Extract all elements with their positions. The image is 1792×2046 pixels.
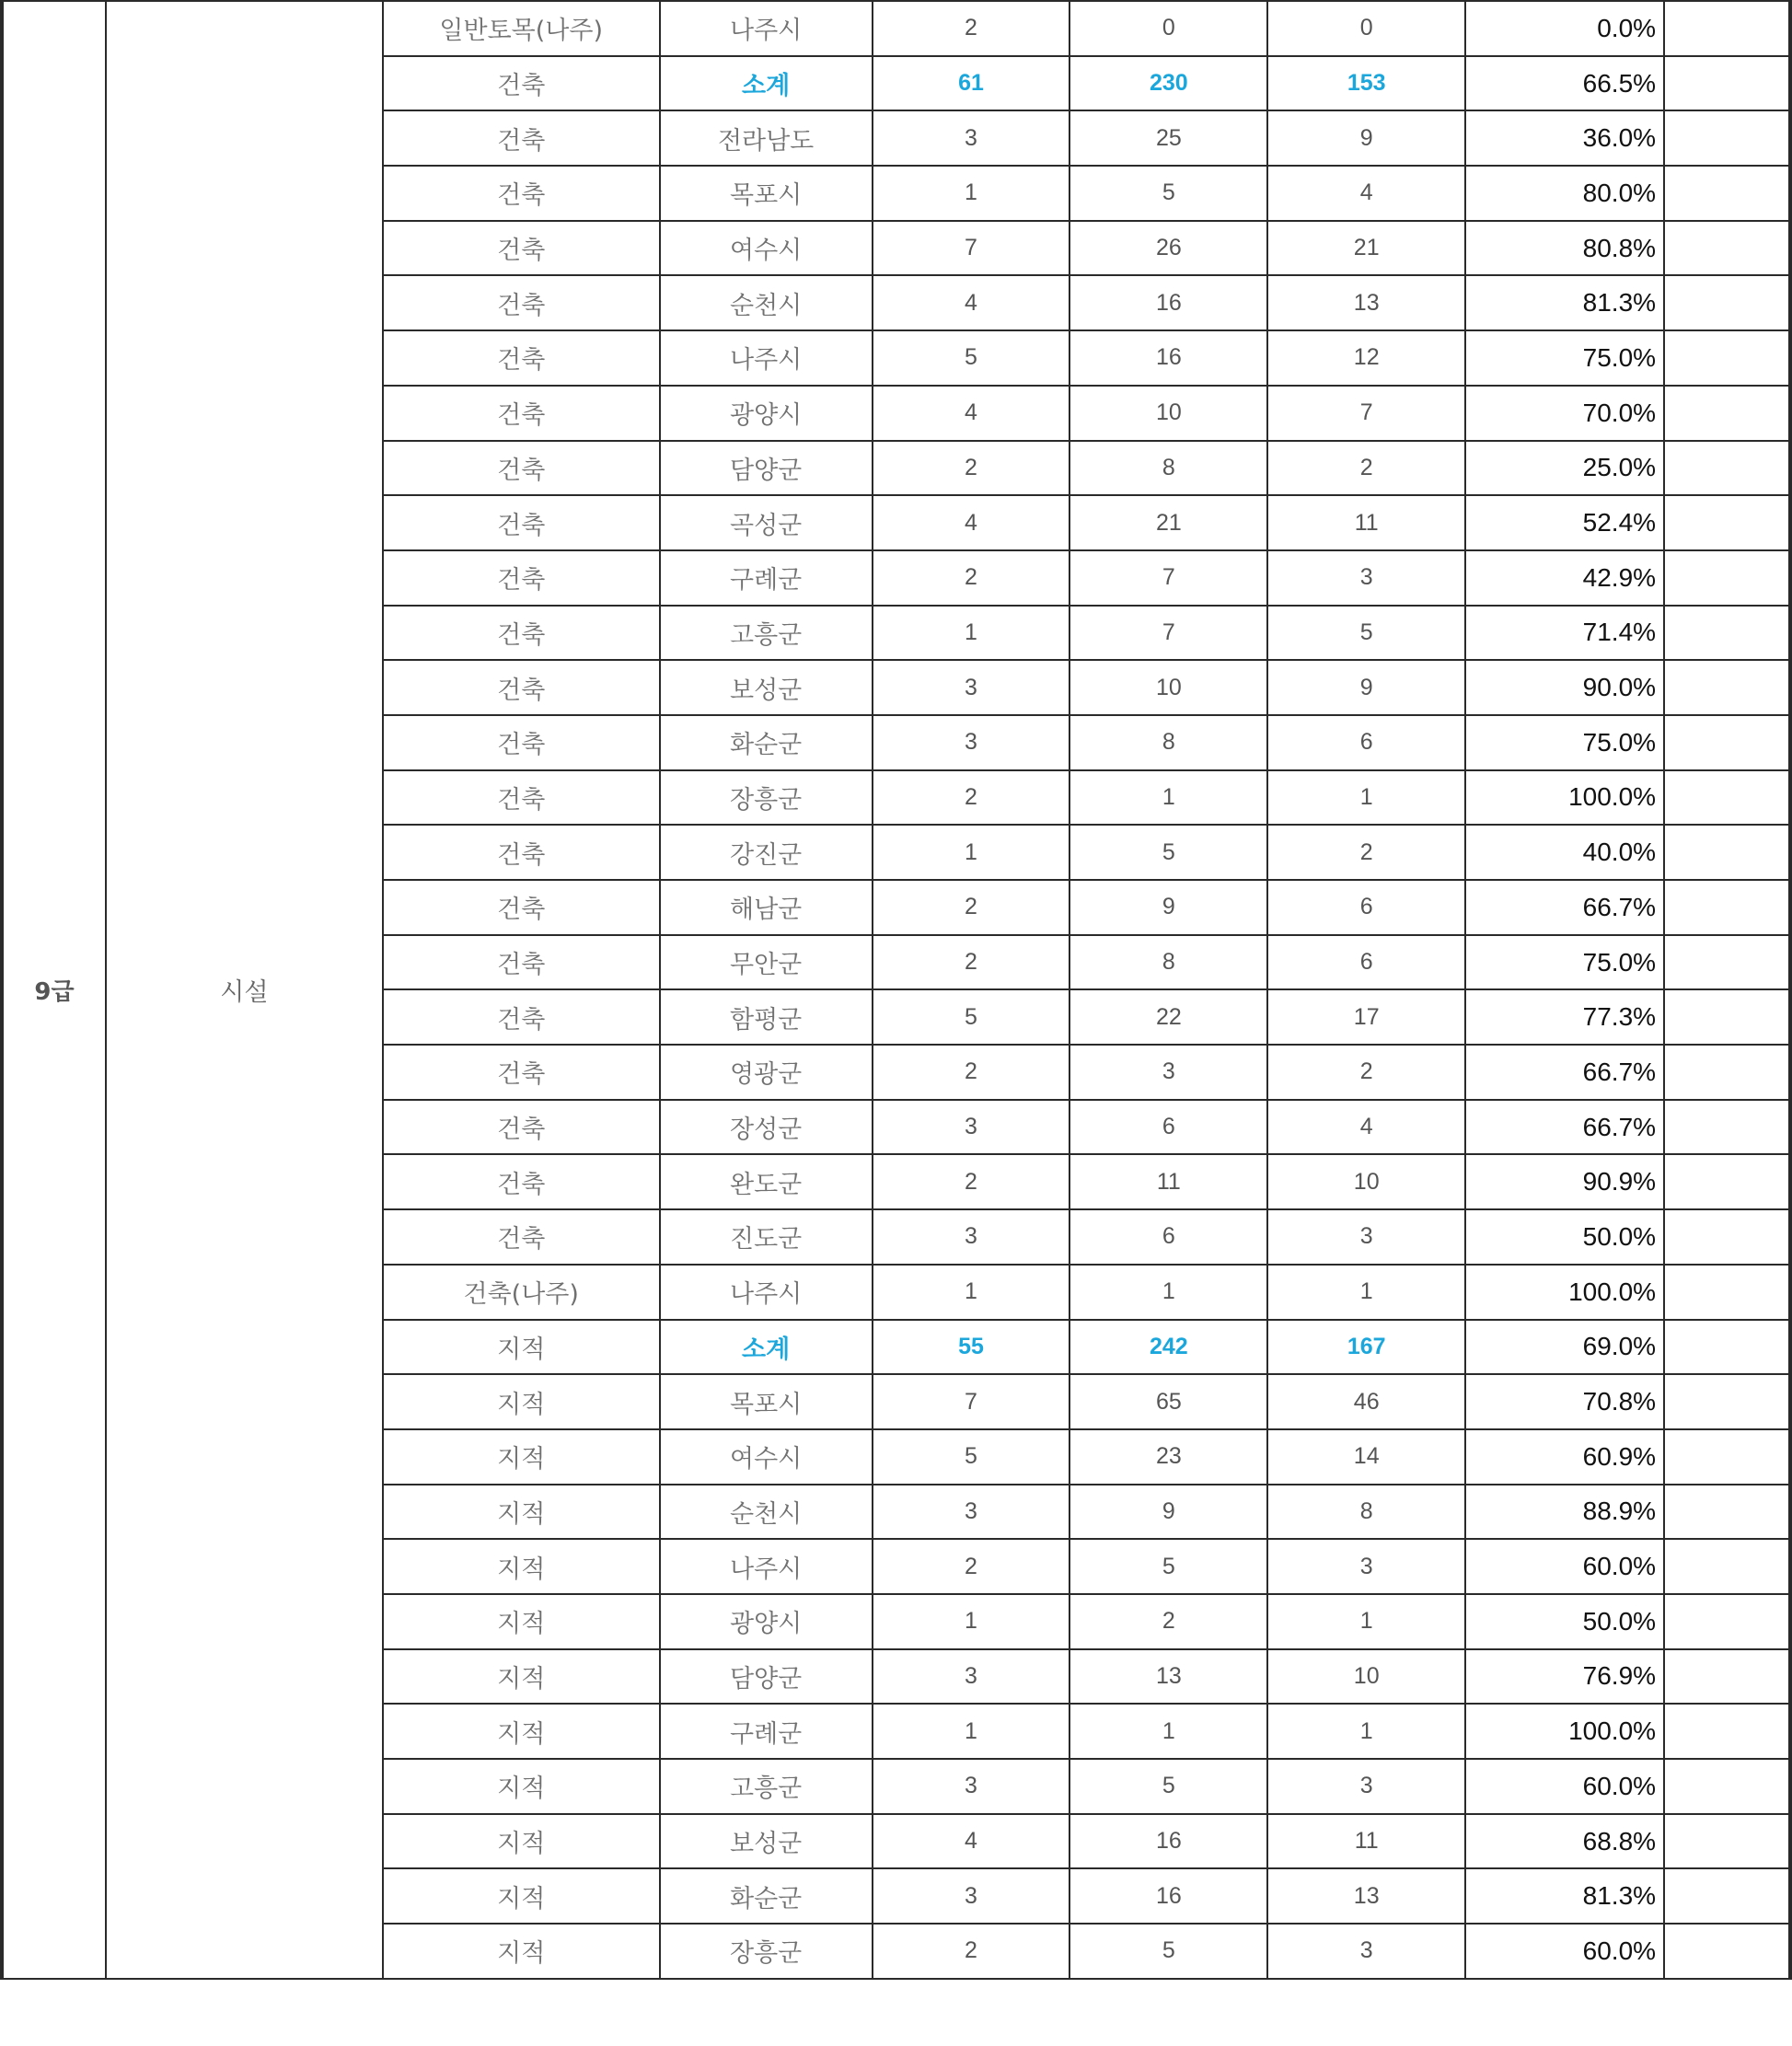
count-a-cell: 3 (873, 1759, 1070, 1814)
count-c-cell: 3 (1267, 550, 1465, 606)
count-c-cell: 14 (1267, 1429, 1465, 1485)
count-a-cell: 2 (873, 1045, 1070, 1100)
count-c-cell: 1 (1267, 1594, 1465, 1649)
rate-cell: 60.9% (1465, 1429, 1664, 1485)
rate-cell: 40.0% (1465, 825, 1664, 880)
job-category-cell: 지적 (383, 1429, 660, 1485)
count-b-cell: 1 (1069, 1704, 1267, 1759)
count-c-cell: 167 (1267, 1320, 1465, 1375)
region-cell: 보성군 (660, 1814, 873, 1869)
rate-cell: 66.7% (1465, 1045, 1664, 1100)
job-category-cell: 지적 (383, 1649, 660, 1705)
empty-cell (1664, 1, 1790, 56)
count-c-cell: 11 (1267, 1814, 1465, 1869)
count-a-cell: 2 (873, 935, 1070, 990)
rate-cell: 71.4% (1465, 606, 1664, 661)
empty-cell (1664, 935, 1790, 990)
region-cell: 진도군 (660, 1209, 873, 1265)
job-category-cell: 건축 (383, 330, 660, 386)
count-b-cell: 16 (1069, 1814, 1267, 1869)
rate-cell: 77.3% (1465, 989, 1664, 1045)
rate-cell: 88.9% (1465, 1485, 1664, 1540)
job-category-cell: 건축 (383, 1209, 660, 1265)
rate-cell: 0.0% (1465, 1, 1664, 56)
rate-cell: 66.7% (1465, 1100, 1664, 1155)
count-a-cell: 3 (873, 1209, 1070, 1265)
count-b-cell: 5 (1069, 825, 1267, 880)
count-a-cell: 1 (873, 1594, 1070, 1649)
count-a-cell: 1 (873, 825, 1070, 880)
rate-cell: 70.8% (1465, 1374, 1664, 1429)
rate-cell: 50.0% (1465, 1594, 1664, 1649)
count-c-cell: 3 (1267, 1924, 1465, 1979)
region-cell: 영광군 (660, 1045, 873, 1100)
rate-cell: 75.0% (1465, 935, 1664, 990)
count-b-cell: 22 (1069, 989, 1267, 1045)
count-c-cell: 2 (1267, 1045, 1465, 1100)
count-a-cell: 3 (873, 660, 1070, 715)
job-category-cell: 지적 (383, 1539, 660, 1594)
count-b-cell: 5 (1069, 1924, 1267, 1979)
empty-cell (1664, 1814, 1790, 1869)
count-b-cell: 23 (1069, 1429, 1267, 1485)
count-c-cell: 3 (1267, 1539, 1465, 1594)
job-category-cell: 일반토목(나주) (383, 1, 660, 56)
count-b-cell: 5 (1069, 166, 1267, 221)
region-cell: 나주시 (660, 330, 873, 386)
empty-cell (1664, 1539, 1790, 1594)
region-cell: 전라남도 (660, 110, 873, 166)
empty-cell (1664, 221, 1790, 276)
empty-cell (1664, 1320, 1790, 1375)
count-a-cell: 2 (873, 770, 1070, 826)
region-cell: 해남군 (660, 880, 873, 935)
rate-cell: 90.0% (1465, 660, 1664, 715)
empty-cell (1664, 1374, 1790, 1429)
rate-cell: 100.0% (1465, 770, 1664, 826)
region-cell: 나주시 (660, 1265, 873, 1320)
rate-cell: 25.0% (1465, 441, 1664, 496)
empty-cell (1664, 1265, 1790, 1320)
count-c-cell: 17 (1267, 989, 1465, 1045)
region-cell: 나주시 (660, 1539, 873, 1594)
table-row (2, 1, 1790, 56)
empty-cell (1664, 1045, 1790, 1100)
count-c-cell: 2 (1267, 825, 1465, 880)
count-b-cell: 16 (1069, 330, 1267, 386)
job-category-cell: 건축 (383, 166, 660, 221)
rate-cell: 75.0% (1465, 330, 1664, 386)
job-category-cell: 지적 (383, 1704, 660, 1759)
count-c-cell: 3 (1267, 1209, 1465, 1265)
region-cell: 여수시 (660, 221, 873, 276)
region-cell: 구례군 (660, 1704, 873, 1759)
count-a-cell: 55 (873, 1320, 1070, 1375)
region-cell: 순천시 (660, 1485, 873, 1540)
count-b-cell: 21 (1069, 495, 1267, 550)
count-a-cell: 5 (873, 989, 1070, 1045)
empty-cell (1664, 1649, 1790, 1705)
region-cell: 화순군 (660, 715, 873, 770)
empty-cell (1664, 1100, 1790, 1155)
empty-cell (1664, 1429, 1790, 1485)
region-cell: 고흥군 (660, 606, 873, 661)
count-b-cell: 65 (1069, 1374, 1267, 1429)
job-category-cell: 건축 (383, 715, 660, 770)
count-c-cell: 6 (1267, 935, 1465, 990)
job-category-cell: 건축 (383, 110, 660, 166)
count-c-cell: 4 (1267, 166, 1465, 221)
count-b-cell: 1 (1069, 1265, 1267, 1320)
empty-cell (1664, 1485, 1790, 1540)
region-cell: 구례군 (660, 550, 873, 606)
count-a-cell: 4 (873, 1814, 1070, 1869)
count-a-cell: 3 (873, 110, 1070, 166)
count-b-cell: 0 (1069, 1, 1267, 56)
rate-cell: 52.4% (1465, 495, 1664, 550)
count-c-cell: 8 (1267, 1485, 1465, 1540)
region-cell: 장흥군 (660, 770, 873, 826)
job-category-cell: 건축 (383, 386, 660, 441)
count-b-cell: 16 (1069, 1868, 1267, 1924)
region-cell: 목포시 (660, 1374, 873, 1429)
job-category-cell: 건축 (383, 825, 660, 880)
count-b-cell: 8 (1069, 715, 1267, 770)
region-cell: 광양시 (660, 386, 873, 441)
rate-cell: 66.7% (1465, 880, 1664, 935)
count-b-cell: 1 (1069, 770, 1267, 826)
table-body (2, 1, 1790, 1979)
count-a-cell: 3 (873, 1485, 1070, 1540)
region-cell: 화순군 (660, 1868, 873, 1924)
job-category-cell: 건축(나주) (383, 1265, 660, 1320)
empty-cell (1664, 1924, 1790, 1979)
count-b-cell: 2 (1069, 1594, 1267, 1649)
rate-cell: 80.0% (1465, 166, 1664, 221)
empty-cell (1664, 715, 1790, 770)
count-a-cell: 2 (873, 441, 1070, 496)
region-cell: 담양군 (660, 1649, 873, 1705)
empty-cell (1664, 880, 1790, 935)
job-category-cell: 지적 (383, 1924, 660, 1979)
rate-cell: 90.9% (1465, 1154, 1664, 1209)
count-b-cell: 242 (1069, 1320, 1267, 1375)
count-a-cell: 4 (873, 275, 1070, 330)
rate-cell: 81.3% (1465, 275, 1664, 330)
job-category-cell: 지적 (383, 1374, 660, 1429)
count-b-cell: 25 (1069, 110, 1267, 166)
empty-cell (1664, 1154, 1790, 1209)
rate-cell: 68.8% (1465, 1814, 1664, 1869)
count-b-cell: 26 (1069, 221, 1267, 276)
count-a-cell: 3 (873, 1100, 1070, 1155)
count-b-cell: 7 (1069, 606, 1267, 661)
count-b-cell: 3 (1069, 1045, 1267, 1100)
region-cell: 고흥군 (660, 1759, 873, 1814)
region-cell: 장흥군 (660, 1924, 873, 1979)
empty-cell (1664, 386, 1790, 441)
count-b-cell: 11 (1069, 1154, 1267, 1209)
count-b-cell: 8 (1069, 441, 1267, 496)
count-b-cell: 5 (1069, 1539, 1267, 1594)
count-c-cell: 46 (1267, 1374, 1465, 1429)
count-c-cell: 11 (1267, 495, 1465, 550)
count-c-cell: 153 (1267, 56, 1465, 111)
count-b-cell: 230 (1069, 56, 1267, 111)
rate-cell: 69.0% (1465, 1320, 1664, 1375)
empty-cell (1664, 1759, 1790, 1814)
job-category-cell: 건축 (383, 770, 660, 826)
count-b-cell: 16 (1069, 275, 1267, 330)
empty-cell (1664, 825, 1790, 880)
count-a-cell: 2 (873, 1924, 1070, 1979)
job-category-cell: 지적 (383, 1485, 660, 1540)
count-c-cell: 7 (1267, 386, 1465, 441)
empty-cell (1664, 275, 1790, 330)
rate-cell: 60.0% (1465, 1539, 1664, 1594)
job-category-cell: 건축 (383, 935, 660, 990)
count-a-cell: 1 (873, 166, 1070, 221)
job-category-cell: 건축 (383, 880, 660, 935)
count-c-cell: 13 (1267, 1868, 1465, 1924)
rate-cell: 81.3% (1465, 1868, 1664, 1924)
count-b-cell: 6 (1069, 1209, 1267, 1265)
count-a-cell: 7 (873, 221, 1070, 276)
empty-cell (1664, 606, 1790, 661)
count-c-cell: 10 (1267, 1154, 1465, 1209)
region-cell: 보성군 (660, 660, 873, 715)
count-a-cell: 2 (873, 880, 1070, 935)
job-category-cell: 지적 (383, 1868, 660, 1924)
rate-cell: 100.0% (1465, 1704, 1664, 1759)
count-a-cell: 3 (873, 715, 1070, 770)
region-cell: 소계 (660, 1320, 873, 1375)
empty-cell (1664, 550, 1790, 606)
job-category-cell: 건축 (383, 56, 660, 111)
empty-cell (1664, 1209, 1790, 1265)
job-group-cell: 시설 (106, 1, 383, 1979)
count-c-cell: 1 (1267, 1704, 1465, 1759)
count-a-cell: 1 (873, 1704, 1070, 1759)
count-c-cell: 1 (1267, 1265, 1465, 1320)
count-a-cell: 3 (873, 1649, 1070, 1705)
count-b-cell: 9 (1069, 1485, 1267, 1540)
count-c-cell: 5 (1267, 606, 1465, 661)
rate-cell: 76.9% (1465, 1649, 1664, 1705)
empty-cell (1664, 441, 1790, 496)
empty-cell (1664, 495, 1790, 550)
count-a-cell: 7 (873, 1374, 1070, 1429)
job-category-cell: 건축 (383, 441, 660, 496)
region-cell: 강진군 (660, 825, 873, 880)
rate-cell: 60.0% (1465, 1924, 1664, 1979)
region-cell: 완도군 (660, 1154, 873, 1209)
region-cell: 곡성군 (660, 495, 873, 550)
count-c-cell: 9 (1267, 660, 1465, 715)
count-b-cell: 5 (1069, 1759, 1267, 1814)
count-a-cell: 2 (873, 1, 1070, 56)
count-c-cell: 2 (1267, 441, 1465, 496)
rate-cell: 50.0% (1465, 1209, 1664, 1265)
count-b-cell: 9 (1069, 880, 1267, 935)
count-a-cell: 2 (873, 1539, 1070, 1594)
count-a-cell: 61 (873, 56, 1070, 111)
job-category-cell: 건축 (383, 606, 660, 661)
empty-cell (1664, 1704, 1790, 1759)
count-a-cell: 3 (873, 1868, 1070, 1924)
region-cell: 광양시 (660, 1594, 873, 1649)
count-c-cell: 13 (1267, 275, 1465, 330)
rate-cell: 60.0% (1465, 1759, 1664, 1814)
count-c-cell: 6 (1267, 880, 1465, 935)
count-c-cell: 4 (1267, 1100, 1465, 1155)
count-c-cell: 10 (1267, 1649, 1465, 1705)
empty-cell (1664, 770, 1790, 826)
count-c-cell: 3 (1267, 1759, 1465, 1814)
empty-cell (1664, 1594, 1790, 1649)
empty-cell (1664, 660, 1790, 715)
job-category-cell: 건축 (383, 1045, 660, 1100)
count-a-cell: 5 (873, 1429, 1070, 1485)
count-c-cell: 1 (1267, 770, 1465, 826)
count-c-cell: 9 (1267, 110, 1465, 166)
region-cell: 담양군 (660, 441, 873, 496)
job-category-cell: 건축 (383, 550, 660, 606)
job-category-cell: 건축 (383, 1100, 660, 1155)
job-category-cell: 지적 (383, 1594, 660, 1649)
count-a-cell: 4 (873, 386, 1070, 441)
empty-cell (1664, 166, 1790, 221)
region-cell: 장성군 (660, 1100, 873, 1155)
rate-cell: 80.8% (1465, 221, 1664, 276)
job-category-cell: 지적 (383, 1759, 660, 1814)
region-cell: 함평군 (660, 989, 873, 1045)
count-c-cell: 21 (1267, 221, 1465, 276)
count-b-cell: 6 (1069, 1100, 1267, 1155)
region-cell: 순천시 (660, 275, 873, 330)
empty-cell (1664, 1868, 1790, 1924)
rate-cell: 100.0% (1465, 1265, 1664, 1320)
region-cell: 나주시 (660, 1, 873, 56)
empty-cell (1664, 56, 1790, 111)
job-category-cell: 건축 (383, 1154, 660, 1209)
count-c-cell: 12 (1267, 330, 1465, 386)
job-category-cell: 지적 (383, 1814, 660, 1869)
count-c-cell: 6 (1267, 715, 1465, 770)
job-category-cell: 건축 (383, 275, 660, 330)
count-a-cell: 4 (873, 495, 1070, 550)
job-category-cell: 건축 (383, 660, 660, 715)
count-a-cell: 2 (873, 1154, 1070, 1209)
empty-cell (1664, 989, 1790, 1045)
count-c-cell: 0 (1267, 1, 1465, 56)
job-category-cell: 지적 (383, 1320, 660, 1375)
count-a-cell: 2 (873, 550, 1070, 606)
job-category-cell: 건축 (383, 221, 660, 276)
count-b-cell: 13 (1069, 1649, 1267, 1705)
grade-cell: 9급 (2, 1, 106, 1979)
region-cell: 소계 (660, 56, 873, 111)
job-category-cell: 건축 (383, 989, 660, 1045)
region-cell: 목포시 (660, 166, 873, 221)
count-b-cell: 8 (1069, 935, 1267, 990)
count-a-cell: 1 (873, 606, 1070, 661)
rate-cell: 75.0% (1465, 715, 1664, 770)
rate-cell: 42.9% (1465, 550, 1664, 606)
count-a-cell: 1 (873, 1265, 1070, 1320)
count-b-cell: 10 (1069, 386, 1267, 441)
rate-cell: 36.0% (1465, 110, 1664, 166)
empty-cell (1664, 110, 1790, 166)
region-cell: 무안군 (660, 935, 873, 990)
region-cell: 여수시 (660, 1429, 873, 1485)
rate-cell: 66.5% (1465, 56, 1664, 111)
count-b-cell: 10 (1069, 660, 1267, 715)
count-b-cell: 7 (1069, 550, 1267, 606)
empty-cell (1664, 330, 1790, 386)
rate-cell: 70.0% (1465, 386, 1664, 441)
job-category-cell: 건축 (383, 495, 660, 550)
count-a-cell: 5 (873, 330, 1070, 386)
